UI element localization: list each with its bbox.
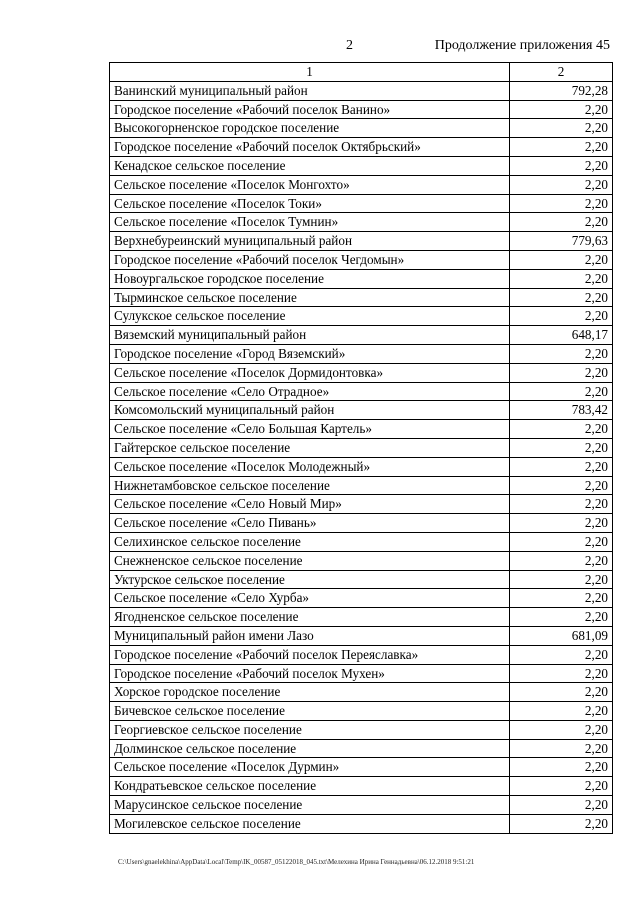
table-row bbox=[110, 739, 613, 758]
row-value-cell: 2,20 bbox=[510, 213, 613, 232]
row-name-cell: Георгиевское сельское поселение bbox=[110, 720, 510, 739]
table-row bbox=[110, 758, 613, 777]
row-name-cell: Городское поселение «Рабочий поселок Переяславка» bbox=[110, 645, 510, 664]
row-name-cell: Сельское поселение «Село Большая Картель» bbox=[110, 420, 510, 439]
row-name-cell: Городское поселение «Рабочий поселок Октябрьский» bbox=[110, 138, 510, 157]
table-row bbox=[110, 514, 613, 533]
row-name-cell: Кенадское сельское поселение bbox=[110, 156, 510, 175]
table-row bbox=[110, 307, 613, 326]
table-row bbox=[110, 401, 613, 420]
table-row bbox=[110, 608, 613, 627]
row-value-cell: 779,63 bbox=[510, 232, 613, 251]
row-value-cell: 2,20 bbox=[510, 814, 613, 833]
row-name-cell: Сельское поселение «Село Пивань» bbox=[110, 514, 510, 533]
row-value-cell: 2,20 bbox=[510, 100, 613, 119]
table-row bbox=[110, 570, 613, 589]
row-value-cell: 2,20 bbox=[510, 476, 613, 495]
row-name-cell: Сельское поселение «Село Хурба» bbox=[110, 589, 510, 608]
table-row bbox=[110, 363, 613, 382]
table-row bbox=[110, 495, 613, 514]
row-value-cell: 2,20 bbox=[510, 683, 613, 702]
row-name-cell: Высокогорненское городское поселение bbox=[110, 119, 510, 138]
row-value-cell: 2,20 bbox=[510, 119, 613, 138]
row-name-cell: Сельское поселение «Поселок Тумнин» bbox=[110, 213, 510, 232]
row-name-cell: Городское поселение «Рабочий поселок Чегдомын» bbox=[110, 250, 510, 269]
table-row bbox=[110, 457, 613, 476]
row-value-cell: 792,28 bbox=[510, 81, 613, 100]
table-row bbox=[110, 589, 613, 608]
row-name-cell: Верхнебуреинский муниципальный район bbox=[110, 232, 510, 251]
row-value-cell: 2,20 bbox=[510, 739, 613, 758]
table-row bbox=[110, 232, 613, 251]
table-row bbox=[110, 702, 613, 721]
row-name-cell: Марусинское сельское поселение bbox=[110, 796, 510, 815]
row-value-cell: 2,20 bbox=[510, 796, 613, 815]
row-name-cell: Сельское поселение «Поселок Молодежный» bbox=[110, 457, 510, 476]
table-row bbox=[110, 194, 613, 213]
row-value-cell: 2,20 bbox=[510, 664, 613, 683]
table-row bbox=[110, 269, 613, 288]
table-row bbox=[110, 420, 613, 439]
row-name-cell: Снежненское сельское поселение bbox=[110, 551, 510, 570]
data-table bbox=[109, 62, 613, 834]
row-value-cell: 2,20 bbox=[510, 175, 613, 194]
row-name-cell: Муниципальный район имени Лазо bbox=[110, 626, 510, 645]
row-value-cell: 2,20 bbox=[510, 532, 613, 551]
row-value-cell: 2,20 bbox=[510, 344, 613, 363]
row-name-cell: Бичевское сельское поселение bbox=[110, 702, 510, 721]
row-name-cell: Сельское поселение «Поселок Дурмин» bbox=[110, 758, 510, 777]
row-value-cell: 2,20 bbox=[510, 156, 613, 175]
row-value-cell: 2,20 bbox=[510, 269, 613, 288]
row-value-cell: 2,20 bbox=[510, 420, 613, 439]
row-value-cell: 2,20 bbox=[510, 382, 613, 401]
row-name-cell: Тырминское сельское поселение bbox=[110, 288, 510, 307]
row-name-cell: Сельское поселение «Поселок Токи» bbox=[110, 194, 510, 213]
table-row bbox=[110, 626, 613, 645]
row-value-cell: 2,20 bbox=[510, 608, 613, 627]
row-name-cell: Комсомольский муниципальный район bbox=[110, 401, 510, 420]
table-row bbox=[110, 796, 613, 815]
table-row bbox=[110, 476, 613, 495]
row-name-cell: Сулукское сельское поселение bbox=[110, 307, 510, 326]
table-row bbox=[110, 100, 613, 119]
table-row bbox=[110, 438, 613, 457]
continuation-caption: Продолжение приложения 45 bbox=[434, 38, 610, 53]
table-row bbox=[110, 138, 613, 157]
row-name-cell: Городское поселение «Город Вяземский» bbox=[110, 344, 510, 363]
table-row bbox=[110, 532, 613, 551]
row-name-cell: Долминское сельское поселение bbox=[110, 739, 510, 758]
row-name-cell: Кондратьевское сельское поселение bbox=[110, 777, 510, 796]
row-value-cell: 2,20 bbox=[510, 551, 613, 570]
row-value-cell: 783,42 bbox=[510, 401, 613, 420]
row-name-cell: Городское поселение «Рабочий поселок Мухен» bbox=[110, 664, 510, 683]
table-row bbox=[110, 551, 613, 570]
row-value-cell: 2,20 bbox=[510, 307, 613, 326]
row-value-cell: 2,20 bbox=[510, 457, 613, 476]
row-name-cell: Сельское поселение «Поселок Монгохто» bbox=[110, 175, 510, 194]
row-name-cell: Новоургальское городское поселение bbox=[110, 269, 510, 288]
row-name-cell: Могилевское сельское поселение bbox=[110, 814, 510, 833]
row-name-cell: Городское поселение «Рабочий поселок Ванино» bbox=[110, 100, 510, 119]
table-row bbox=[110, 213, 613, 232]
row-value-cell: 2,20 bbox=[510, 645, 613, 664]
row-value-cell: 2,20 bbox=[510, 363, 613, 382]
table-row bbox=[110, 288, 613, 307]
table-header-row bbox=[110, 63, 613, 82]
table-row bbox=[110, 720, 613, 739]
column-header-1: 1 bbox=[110, 63, 510, 82]
column-header-2: 2 bbox=[510, 63, 613, 82]
table-row bbox=[110, 250, 613, 269]
row-value-cell: 2,20 bbox=[510, 250, 613, 269]
row-value-cell: 2,20 bbox=[510, 514, 613, 533]
row-name-cell: Сельское поселение «Село Новый Мир» bbox=[110, 495, 510, 514]
row-name-cell: Селихинское сельское поселение bbox=[110, 532, 510, 551]
table-row bbox=[110, 645, 613, 664]
row-value-cell: 2,20 bbox=[510, 138, 613, 157]
table-body bbox=[110, 81, 613, 833]
table-row bbox=[110, 683, 613, 702]
table-row bbox=[110, 156, 613, 175]
table-row bbox=[110, 777, 613, 796]
row-value-cell: 2,20 bbox=[510, 194, 613, 213]
row-name-cell: Хорское городское поселение bbox=[110, 683, 510, 702]
row-name-cell: Гайтерское сельское поселение bbox=[110, 438, 510, 457]
table-row bbox=[110, 664, 613, 683]
page-number: 2 bbox=[346, 38, 353, 53]
row-name-cell: Ванинский муниципальный район bbox=[110, 81, 510, 100]
row-name-cell: Сельское поселение «Поселок Дормидонтовка» bbox=[110, 363, 510, 382]
row-name-cell: Нижнетамбовское сельское поселение bbox=[110, 476, 510, 495]
table-row bbox=[110, 81, 613, 100]
table-row bbox=[110, 175, 613, 194]
table-row bbox=[110, 344, 613, 363]
row-value-cell: 681,09 bbox=[510, 626, 613, 645]
row-value-cell: 2,20 bbox=[510, 758, 613, 777]
row-name-cell: Вяземский муниципальный район bbox=[110, 326, 510, 345]
row-name-cell: Уктурское сельское поселение bbox=[110, 570, 510, 589]
row-name-cell: Ягодненское сельское поселение bbox=[110, 608, 510, 627]
table-row bbox=[110, 119, 613, 138]
table-row bbox=[110, 814, 613, 833]
footer-path: C:\Users\gnaelekhina\AppData\Local\Temp\IK_00587_05122018_045.txt\Мелехина Ирина Геннадьевна\06.12.2018 9:51:21 bbox=[118, 858, 475, 866]
table-row bbox=[110, 382, 613, 401]
row-value-cell: 2,20 bbox=[510, 495, 613, 514]
row-value-cell: 2,20 bbox=[510, 589, 613, 608]
row-name-cell: Сельское поселение «Село Отрадное» bbox=[110, 382, 510, 401]
row-value-cell: 2,20 bbox=[510, 777, 613, 796]
row-value-cell: 2,20 bbox=[510, 702, 613, 721]
row-value-cell: 648,17 bbox=[510, 326, 613, 345]
row-value-cell: 2,20 bbox=[510, 288, 613, 307]
row-value-cell: 2,20 bbox=[510, 720, 613, 739]
row-value-cell: 2,20 bbox=[510, 570, 613, 589]
row-value-cell: 2,20 bbox=[510, 438, 613, 457]
table-row bbox=[110, 326, 613, 345]
